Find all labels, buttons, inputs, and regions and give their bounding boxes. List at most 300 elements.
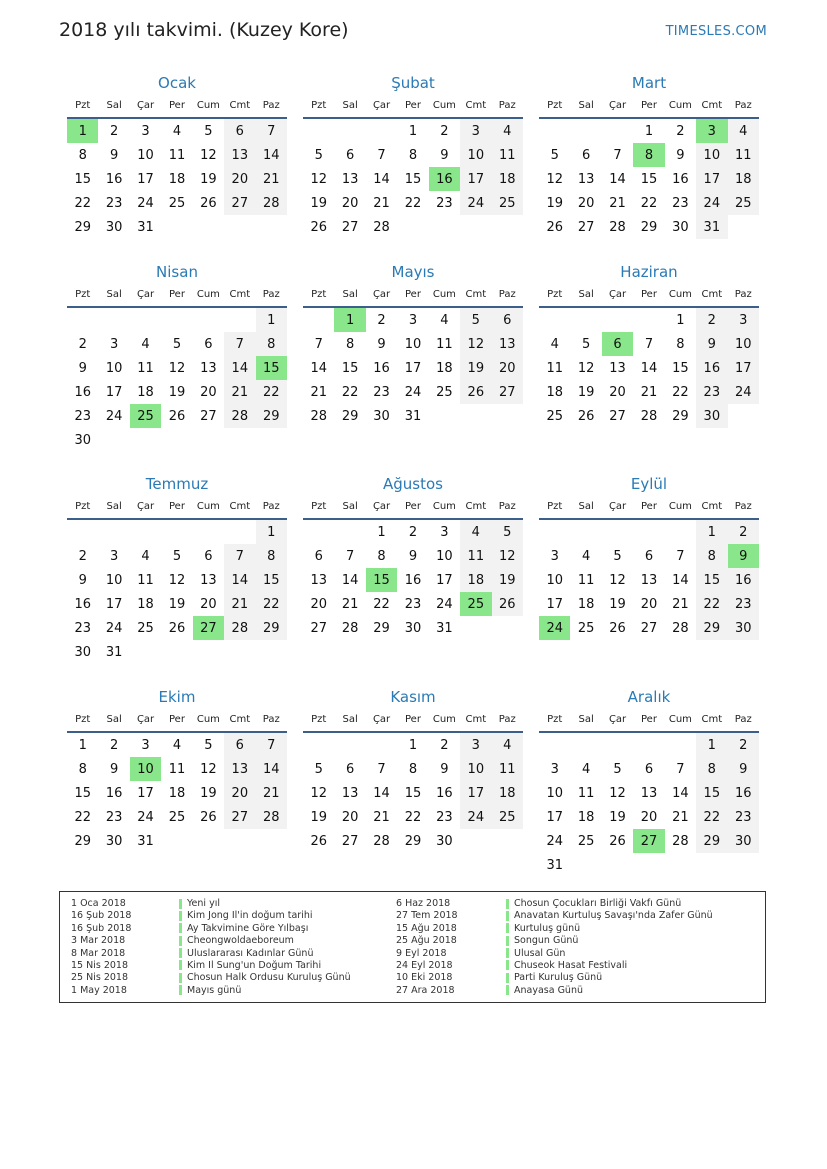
day-cell: 23 (672, 195, 689, 211)
day-grid (539, 119, 759, 239)
day-cell: 6 (581, 147, 591, 163)
holiday-day-cell: 27 (193, 616, 224, 640)
day-cell: 17 (105, 384, 123, 400)
day-cell: 20 (224, 167, 255, 191)
day-cell: 31 (105, 644, 123, 660)
empty-cell (193, 308, 224, 332)
day-cell: 14 (672, 785, 689, 801)
weekday-label: Çar (136, 500, 155, 512)
weekday-label: Cmt (465, 288, 487, 300)
site-logo[interactable]: TIMESLES.COM (665, 24, 767, 39)
day-cell: 2 (696, 308, 727, 332)
legend-holiday (179, 935, 351, 947)
empty-cell (570, 520, 601, 544)
day-cell: 8 (696, 757, 727, 781)
day-cell: 13 (341, 171, 359, 187)
day-cell: 19 (168, 384, 186, 400)
weekday-label: Cmt (229, 99, 251, 111)
weekday-label: Pzt (547, 99, 563, 111)
weekday-label: Cum (196, 500, 220, 512)
legend-holiday-name: Anayasa Günü (514, 984, 584, 996)
day-cell: 9 (408, 548, 418, 564)
holiday-day-cell: 25 (130, 404, 161, 428)
day-cell: 25 (168, 809, 186, 825)
month-7 (67, 474, 287, 664)
day-cell: 9 (440, 147, 449, 163)
day-cell: 5 (492, 520, 523, 544)
weekday-label: Pzt (547, 288, 563, 300)
day-cell: 1 (644, 123, 654, 139)
day-cell: 2 (109, 737, 119, 753)
day-cell: 26 (577, 408, 595, 424)
day-cell: 22 (256, 380, 287, 404)
day-cell: 27 (492, 380, 523, 404)
holiday-marker-icon (179, 923, 182, 933)
weekday-label: Sal (342, 500, 358, 512)
legend-holiday-name: Cheongwoldaeboreum (187, 935, 294, 947)
day-cell: 10 (137, 147, 154, 163)
day-cell: 4 (440, 312, 449, 328)
day-cell: 25 (728, 191, 759, 215)
month-6 (539, 262, 759, 428)
weekday-header (303, 707, 523, 733)
day-cell: 18 (137, 596, 154, 612)
weekday-label: Sal (106, 288, 122, 300)
weekday-header (303, 93, 523, 119)
day-cell: 9 (440, 761, 449, 777)
day-cell: 21 (672, 809, 689, 825)
month-name: Ekim (158, 688, 196, 706)
month-2 (303, 73, 523, 239)
day-cell: 14 (373, 171, 390, 187)
day-cell: 30 (728, 616, 759, 640)
day-cell: 18 (168, 785, 186, 801)
day-cell: 16 (728, 568, 759, 592)
month-12 (539, 687, 759, 877)
day-cell: 22 (74, 809, 91, 825)
day-cell: 21 (310, 384, 327, 400)
day-cell: 29 (74, 219, 91, 235)
holiday-day-cell: 1 (67, 119, 98, 143)
day-cell: 19 (310, 809, 327, 825)
day-cell: 20 (224, 781, 255, 805)
day-cell: 26 (609, 620, 626, 636)
empty-cell (98, 308, 129, 332)
legend-holiday (506, 935, 713, 947)
day-cell: 16 (74, 384, 91, 400)
legend-date: 25 Ağu 2018 (396, 935, 457, 947)
day-cell: 7 (345, 548, 355, 564)
day-cell: 14 (224, 356, 255, 380)
weekday-header (539, 494, 759, 520)
month-5 (303, 262, 523, 428)
empty-cell (602, 119, 633, 143)
day-cell: 29 (256, 404, 287, 428)
day-cell: 21 (672, 596, 689, 612)
day-cell: 9 (109, 761, 119, 777)
weekday-label: Çar (372, 288, 391, 300)
weekday-label: Paz (262, 500, 280, 512)
holiday-marker-icon (179, 985, 182, 995)
day-cell: 8 (256, 332, 287, 356)
day-cell: 16 (105, 171, 123, 187)
weekday-label: Pzt (311, 99, 327, 111)
day-cell: 18 (492, 167, 523, 191)
day-cell: 1 (408, 737, 418, 753)
day-cell: 5 (204, 737, 213, 753)
weekday-label: Çar (608, 99, 627, 111)
day-cell: 2 (78, 548, 87, 564)
day-grid (539, 520, 759, 640)
day-cell: 14 (256, 757, 287, 781)
day-cell: 17 (404, 360, 422, 376)
day-cell: 16 (404, 572, 422, 588)
day-cell: 26 (200, 809, 217, 825)
day-grid (67, 308, 287, 452)
day-cell: 28 (609, 219, 626, 235)
day-cell: 16 (105, 785, 123, 801)
day-cell: 10 (728, 332, 759, 356)
holiday-marker-icon (179, 960, 182, 970)
day-cell: 17 (546, 809, 563, 825)
day-cell: 29 (696, 616, 727, 640)
weekday-label: Çar (372, 500, 391, 512)
day-cell: 13 (200, 360, 217, 376)
holiday-marker-icon (179, 936, 182, 946)
day-cell: 9 (109, 147, 119, 163)
legend-holiday-name: Kim Jong Il'in doğum tarihi (187, 910, 313, 922)
empty-cell (602, 308, 633, 332)
day-cell: 4 (141, 336, 150, 352)
weekday-label: Cum (668, 99, 692, 111)
weekday-label: Sal (578, 288, 594, 300)
day-cell: 9 (676, 147, 685, 163)
holiday-marker-icon (506, 911, 509, 921)
legend-date: 9 Eyl 2018 (396, 947, 447, 959)
legend-date: 27 Ara 2018 (396, 984, 455, 996)
day-cell: 18 (728, 167, 759, 191)
day-cell: 18 (577, 809, 595, 825)
day-cell: 10 (696, 143, 727, 167)
day-cell: 28 (341, 620, 359, 636)
month-1 (67, 73, 287, 239)
day-cell: 5 (172, 548, 182, 564)
day-cell: 6 (644, 548, 654, 564)
day-cell: 22 (672, 384, 689, 400)
day-cell: 27 (341, 833, 359, 849)
weekday-label: Paz (498, 288, 516, 300)
day-cell: 4 (550, 336, 559, 352)
holiday-day-cell: 8 (633, 143, 664, 167)
day-cell: 29 (373, 620, 390, 636)
day-cell: 18 (546, 384, 563, 400)
legend-holiday (506, 898, 713, 910)
weekday-label: Çar (608, 288, 627, 300)
day-cell: 26 (168, 620, 186, 636)
weekday-label: Pzt (547, 713, 563, 725)
weekday-label: Cmt (229, 713, 251, 725)
legend-holiday (179, 972, 351, 984)
day-cell: 2 (78, 336, 87, 352)
day-cell: 11 (436, 336, 453, 352)
legend-holiday-name: Ulusal Gün (514, 947, 566, 959)
weekday-label: Per (405, 713, 421, 725)
legend-date: 8 Mar 2018 (71, 947, 126, 959)
day-cell: 22 (341, 384, 359, 400)
day-cell: 22 (696, 592, 727, 616)
legend-holiday (179, 923, 351, 935)
legend-holiday (506, 985, 713, 997)
weekday-header (67, 707, 287, 733)
weekday-label: Per (405, 288, 421, 300)
empty-cell (334, 520, 365, 544)
day-cell: 7 (644, 336, 654, 352)
weekday-label: Cum (668, 500, 692, 512)
day-cell: 17 (460, 167, 491, 191)
day-cell: 16 (74, 596, 91, 612)
day-cell: 3 (550, 548, 559, 564)
empty-cell (633, 520, 664, 544)
weekday-label: Per (169, 713, 185, 725)
day-cell: 6 (644, 761, 654, 777)
day-cell: 7 (377, 761, 386, 777)
day-cell: 28 (256, 191, 287, 215)
day-cell: 30 (105, 833, 123, 849)
day-cell: 5 (172, 336, 182, 352)
day-cell: 21 (341, 596, 359, 612)
day-cell: 10 (546, 785, 563, 801)
weekday-label: Per (169, 99, 185, 111)
day-cell: 1 (676, 312, 685, 328)
holiday-day-cell: 15 (256, 356, 287, 380)
day-cell: 25 (137, 620, 154, 636)
month-name: Mart (631, 74, 667, 92)
day-cell: 30 (436, 833, 453, 849)
legend-holiday-name: Anavatan Kurtuluş Savaşı'nda Zafer Günü (514, 910, 713, 922)
empty-cell (633, 733, 664, 757)
legend-date: 25 Nis 2018 (71, 972, 128, 984)
day-cell: 11 (728, 143, 759, 167)
day-cell: 5 (581, 336, 591, 352)
day-cell: 23 (105, 809, 123, 825)
day-cell: 23 (404, 596, 422, 612)
day-cell: 17 (436, 572, 453, 588)
day-cell: 27 (224, 191, 255, 215)
empty-cell (570, 308, 601, 332)
day-cell: 7 (377, 147, 386, 163)
holiday-day-cell: 27 (633, 829, 664, 853)
day-cell: 26 (168, 408, 186, 424)
weekday-label: Paz (734, 713, 752, 725)
day-cell: 29 (74, 833, 91, 849)
day-cell: 26 (609, 833, 626, 849)
legend-holiday-name: Chosun Halk Ordusu Kuruluş Günü (187, 972, 351, 984)
day-cell: 1 (78, 737, 87, 753)
legend-holiday (179, 960, 351, 972)
day-cell: 14 (640, 360, 658, 376)
weekday-header (539, 282, 759, 308)
legend-holiday (506, 948, 713, 960)
legend-holiday-name: Kim Il Sung'un Doğum Tarihi (187, 959, 322, 971)
empty-cell (602, 520, 633, 544)
holiday-marker-icon (506, 960, 509, 970)
day-cell: 11 (577, 572, 595, 588)
legend-holiday-name: Chosun Çocukları Birliği Vakfı Günü (514, 898, 682, 909)
day-cell: 27 (200, 408, 217, 424)
legend-holiday-name: Kurtuluş günü (514, 922, 581, 934)
holiday-marker-icon (179, 899, 182, 909)
day-cell: 13 (224, 757, 255, 781)
day-cell: 9 (728, 757, 759, 781)
day-cell: 15 (404, 171, 422, 187)
empty-cell (161, 520, 192, 544)
day-cell: 11 (492, 757, 523, 781)
day-cell: 22 (373, 596, 390, 612)
day-cell: 23 (74, 620, 91, 636)
day-cell: 26 (460, 380, 491, 404)
empty-cell (570, 119, 601, 143)
empty-cell (224, 520, 255, 544)
day-cell: 17 (137, 171, 154, 187)
empty-cell (539, 520, 570, 544)
day-cell: 16 (696, 356, 727, 380)
day-cell: 3 (550, 761, 559, 777)
day-cell: 1 (408, 123, 418, 139)
day-cell: 11 (492, 143, 523, 167)
legend-date: 1 May 2018 (71, 984, 127, 996)
weekday-label: Pzt (311, 713, 327, 725)
empty-cell (98, 520, 129, 544)
day-cell: 23 (728, 805, 759, 829)
day-cell: 29 (696, 829, 727, 853)
weekday-label: Cmt (465, 713, 487, 725)
day-cell: 16 (373, 360, 390, 376)
legend-date: 1 Oca 2018 (71, 898, 126, 909)
day-grid (67, 520, 287, 664)
weekday-label: Cum (196, 99, 220, 111)
month-name: Ağustos (383, 475, 443, 493)
legend-holiday-name: Chuseok Hasat Festivali (514, 959, 628, 971)
weekday-label: Paz (734, 500, 752, 512)
day-cell: 8 (78, 147, 87, 163)
legend-column-2-names (506, 898, 713, 997)
empty-cell (665, 733, 696, 757)
weekday-label: Per (405, 500, 421, 512)
day-cell: 4 (728, 119, 759, 143)
day-cell: 2 (440, 737, 449, 753)
day-cell: 13 (310, 572, 327, 588)
day-cell: 1 (696, 520, 727, 544)
day-cell: 7 (613, 147, 622, 163)
month-name: Mayıs (391, 263, 435, 281)
day-cell: 13 (640, 572, 658, 588)
holiday-day-cell: 25 (460, 592, 491, 616)
weekday-label: Paz (734, 99, 752, 111)
legend-date: 15 Ağu 2018 (396, 922, 457, 934)
day-cell: 11 (137, 572, 154, 588)
day-cell: 25 (492, 805, 523, 829)
day-cell: 2 (109, 123, 119, 139)
day-cell: 23 (436, 809, 453, 825)
holiday-day-cell: 3 (696, 119, 727, 143)
weekday-label: Pzt (75, 288, 91, 300)
day-cell: 1 (256, 520, 287, 544)
day-cell: 28 (672, 833, 689, 849)
day-cell: 3 (728, 308, 759, 332)
day-cell: 21 (373, 195, 390, 211)
day-cell: 24 (436, 596, 453, 612)
day-cell: 24 (137, 809, 154, 825)
day-cell: 24 (105, 408, 123, 424)
day-cell: 2 (408, 524, 418, 540)
month-name: Aralık (627, 688, 671, 706)
weekday-header (303, 282, 523, 308)
day-cell: 20 (341, 195, 359, 211)
day-grid (67, 733, 287, 853)
weekday-header (67, 282, 287, 308)
day-cell: 1 (256, 308, 287, 332)
day-cell: 25 (577, 620, 595, 636)
day-cell: 20 (609, 384, 626, 400)
day-cell: 11 (546, 360, 563, 376)
day-cell: 10 (460, 143, 491, 167)
legend-holiday (179, 898, 351, 910)
weekday-label: Sal (106, 500, 122, 512)
day-cell: 11 (137, 360, 154, 376)
day-cell: 5 (204, 123, 213, 139)
day-cell: 7 (314, 336, 323, 352)
day-cell: 21 (256, 167, 287, 191)
holiday-marker-icon (179, 948, 182, 958)
legend-holiday-name: Ay Takvimine Göre Yılbaşı (187, 922, 309, 934)
day-cell: 4 (581, 548, 591, 564)
day-cell: 11 (460, 544, 491, 568)
weekday-label: Cmt (229, 500, 251, 512)
day-cell: 6 (345, 147, 355, 163)
day-cell: 7 (224, 544, 255, 568)
day-cell: 12 (200, 147, 217, 163)
day-cell: 24 (728, 380, 759, 404)
day-cell: 3 (440, 524, 449, 540)
day-cell: 5 (460, 308, 491, 332)
day-cell: 17 (728, 356, 759, 380)
day-cell: 15 (640, 171, 658, 187)
holiday-marker-icon (506, 973, 509, 983)
weekday-label: Cum (668, 288, 692, 300)
weekday-label: Cum (196, 288, 220, 300)
day-cell: 24 (546, 833, 563, 849)
day-cell: 7 (256, 119, 287, 143)
day-cell: 23 (696, 380, 727, 404)
day-cell: 15 (404, 785, 422, 801)
day-grid (303, 308, 523, 428)
legend-column-1-dates (71, 898, 131, 997)
day-cell: 14 (341, 572, 359, 588)
day-cell: 14 (373, 785, 390, 801)
legend-holiday (179, 910, 351, 922)
day-cell: 26 (492, 592, 523, 616)
empty-cell (161, 308, 192, 332)
day-cell: 8 (256, 544, 287, 568)
day-cell: 29 (640, 219, 658, 235)
day-cell: 3 (460, 119, 491, 143)
day-cell: 9 (78, 572, 87, 588)
day-cell: 21 (640, 384, 658, 400)
day-cell: 9 (78, 360, 87, 376)
day-cell: 12 (310, 785, 327, 801)
empty-cell (570, 733, 601, 757)
day-cell: 12 (168, 572, 186, 588)
